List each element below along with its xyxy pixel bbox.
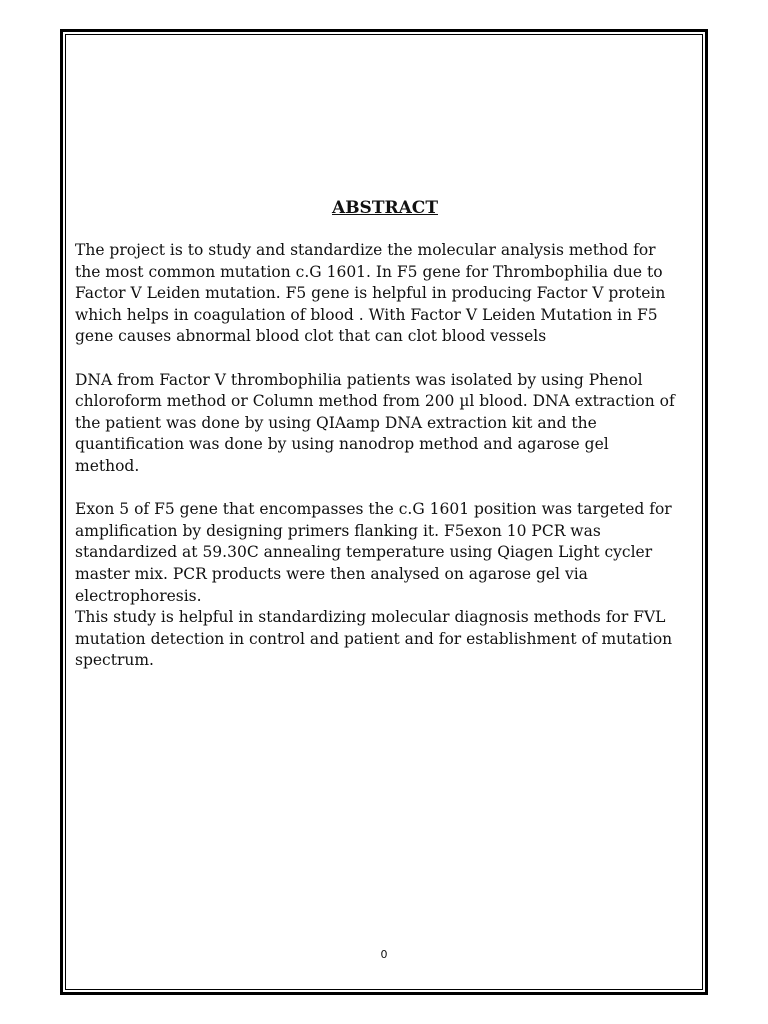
abstract-heading: ABSTRACT: [332, 198, 438, 218]
abstract-paragraph-4: This study is helpful in standardizing molecular diagnosis methods for FVL mutation detection in control and patient and for establishment of mutation spectrum.: [75, 608, 673, 670]
abstract-paragraph-2: DNA from Factor V thrombophilia patients was isolated by using Phenol chloroform method or Column method from 200 µl blood. DNA extraction of the patient was done by using QIAamp DNA extraction kit and the quantification was done by using nanodrop method and agarose gel method.: [75, 370, 675, 475]
abstract-paragraph-3: Exon 5 of F5 gene that encompasses the c.G 1601 position was targeted for amplification by designing primers flanking it. F5exon 10 PCR was standardized at 59.30C annealing temperature using Qiagen Light cycler master mix. PCR products were then analysed on agarose gel via electrophoresis.: [75, 500, 672, 605]
abstract-content: [75, 196, 695, 672]
page-number: 0: [380, 948, 388, 961]
abstract-paragraph-1: The project is to study and standardize the molecular analysis method for the most common mutation c.G 1601. In F5 gene for Thrombophilia due to Factor V Leiden mutation. F5 gene is helpful in producing Factor V protein which helps in coagulation of blood . With Factor V Leiden Mutation in F5 gene causes abnormal blood clot that can clot blood vessels: [75, 241, 666, 346]
